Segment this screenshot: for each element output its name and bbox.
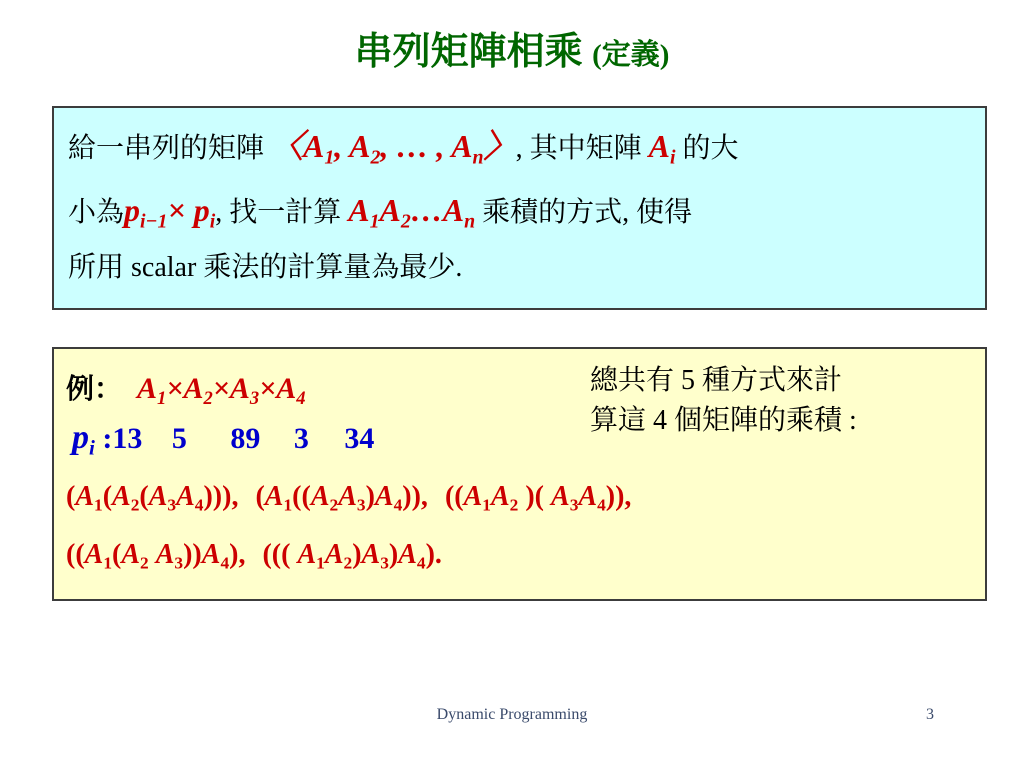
subscript: 3	[569, 495, 579, 515]
example-header	[66, 367, 306, 407]
way-3: (($A_1A_2$ )( $A_3A_4$)),	[444, 481, 632, 515]
subscript: 4	[296, 387, 306, 409]
subscript: i−1	[140, 210, 168, 233]
page-number: 3	[926, 706, 934, 723]
ways-row-1	[66, 481, 631, 513]
matrix-symbol: A	[379, 192, 401, 228]
matrix-symbol: A	[276, 372, 297, 405]
matrix-symbol: A	[442, 192, 465, 228]
title-paren: (定義)	[592, 39, 670, 71]
matrix-symbol: A	[264, 481, 284, 512]
matrix-symbol: A	[137, 372, 158, 405]
matrix-symbol: A	[361, 539, 381, 570]
text: 給一串列的矩陣	[68, 133, 265, 164]
subscript: 2	[400, 210, 411, 233]
subscript: 4	[416, 553, 426, 573]
subscript: 4	[393, 495, 403, 515]
p-value: 13	[112, 422, 143, 455]
matrix-symbol: A	[303, 128, 325, 164]
matrix-symbol: A	[324, 539, 344, 570]
subscript: 4	[194, 495, 204, 515]
matrix-symbol: A	[229, 372, 250, 405]
times: ×	[212, 372, 230, 405]
subscript: 3	[380, 553, 389, 573]
subscript: 3	[356, 495, 366, 515]
title-text: 串列矩陣相乘	[354, 31, 583, 73]
matrix-symbol: A	[297, 539, 317, 570]
way-4: (($A_1(A_2$ $A_3))A_4$),	[66, 539, 246, 573]
matrix-symbol: A	[155, 539, 175, 570]
dimension-symbol: p	[124, 192, 141, 228]
colon: :	[102, 422, 113, 455]
way-2: $(A_1((A_2A_3)A_4))$,	[255, 481, 428, 515]
matrix-symbol: A	[451, 128, 473, 164]
langle: 〈	[271, 128, 304, 164]
subscript: 1	[316, 553, 325, 573]
subscript: i	[209, 210, 216, 233]
subscript: n	[464, 210, 476, 233]
note-line: 算這 4 個矩陣的乘積 :	[590, 405, 857, 436]
subscript: 3	[249, 387, 260, 409]
matrix-symbol: A	[349, 128, 371, 164]
note-text	[590, 361, 980, 441]
matrix-symbol: A	[578, 481, 598, 512]
subscript: 2	[509, 495, 519, 515]
p-value: 34	[344, 422, 375, 455]
ways-row-2	[66, 539, 442, 571]
subscript: 1	[369, 210, 380, 233]
matrix-symbol: A	[310, 481, 330, 512]
subscript: 2	[130, 495, 140, 515]
subscript: 4	[220, 553, 230, 573]
subscript: 1	[157, 387, 167, 409]
definition-line-1	[68, 122, 738, 173]
times: ×	[166, 372, 184, 405]
p-label: p	[72, 419, 89, 456]
comma: ,	[334, 128, 343, 164]
matrix-symbol: A	[148, 481, 168, 512]
text: , 其中矩陣	[515, 133, 642, 164]
scalar-word: scalar	[131, 252, 197, 283]
subscript: 1	[324, 146, 335, 169]
ellipsis: , … ,	[380, 128, 445, 164]
example-label: 例：	[66, 374, 123, 405]
dimension-symbol: p	[193, 192, 210, 228]
matrix-symbol: A	[201, 539, 221, 570]
matrix-symbol: A	[75, 481, 95, 512]
subscript: 1	[103, 553, 113, 573]
matrix-symbol: A	[374, 481, 394, 512]
matrix-symbol: A	[348, 192, 370, 228]
definition-line-2	[68, 186, 692, 237]
subscript: 2	[203, 387, 213, 409]
example-box	[52, 347, 987, 601]
subscript: 1	[283, 495, 293, 515]
subscript: 2	[370, 146, 381, 169]
matrix-symbol: A	[84, 539, 104, 570]
subscript: i	[89, 435, 95, 460]
matrix-symbol: A	[551, 481, 570, 512]
matrix-symbol: A	[112, 481, 131, 512]
way-1: $(A_1(A_2(A_3A_4)))$,	[66, 481, 239, 515]
definition-line-3	[68, 244, 462, 292]
way-5: ((( $A_1A_2)A_3)A_4$).	[262, 539, 442, 573]
subscript: 4	[597, 495, 606, 515]
matrix-symbol: A	[176, 481, 195, 512]
times: ×	[167, 192, 186, 228]
matrix-symbol: A	[648, 128, 670, 164]
subscript: 3	[174, 553, 184, 573]
rangle: 〉	[483, 128, 516, 164]
subscript: 1	[94, 495, 103, 515]
times: ×	[259, 372, 277, 405]
p-value: 3	[293, 422, 309, 455]
subscript: 2	[343, 553, 353, 573]
matrix-symbol: A	[463, 481, 483, 512]
subscript: 2	[140, 553, 149, 573]
subscript: 1	[482, 495, 491, 515]
text: 所用	[68, 252, 125, 283]
matrix-symbol: A	[338, 481, 357, 512]
ellipsis: …	[410, 192, 443, 228]
text: , 找一計算	[215, 197, 342, 228]
p-value: 5	[171, 422, 187, 455]
text: 乘法的計算量為最少.	[203, 252, 463, 283]
matrix-symbol: A	[398, 539, 417, 570]
subscript: 2	[329, 495, 339, 515]
text: 乘積的方式, 使得	[482, 197, 693, 228]
matrix-symbol: A	[490, 481, 510, 512]
p-values-row	[72, 419, 375, 460]
text: 的大	[682, 133, 739, 164]
page-title	[0, 20, 1024, 75]
subscript: 3	[167, 495, 177, 515]
text: 小為	[68, 197, 125, 228]
subscript: i	[669, 146, 676, 169]
note-line: 總共有 5 種方式來計	[590, 365, 843, 396]
matrix-symbol: A	[121, 539, 141, 570]
p-value: 89	[230, 422, 261, 455]
matrix-symbol: A	[183, 372, 204, 405]
footer-title: Dynamic Programming	[436, 706, 588, 723]
subscript: n	[472, 146, 484, 169]
definition-box	[52, 106, 987, 310]
